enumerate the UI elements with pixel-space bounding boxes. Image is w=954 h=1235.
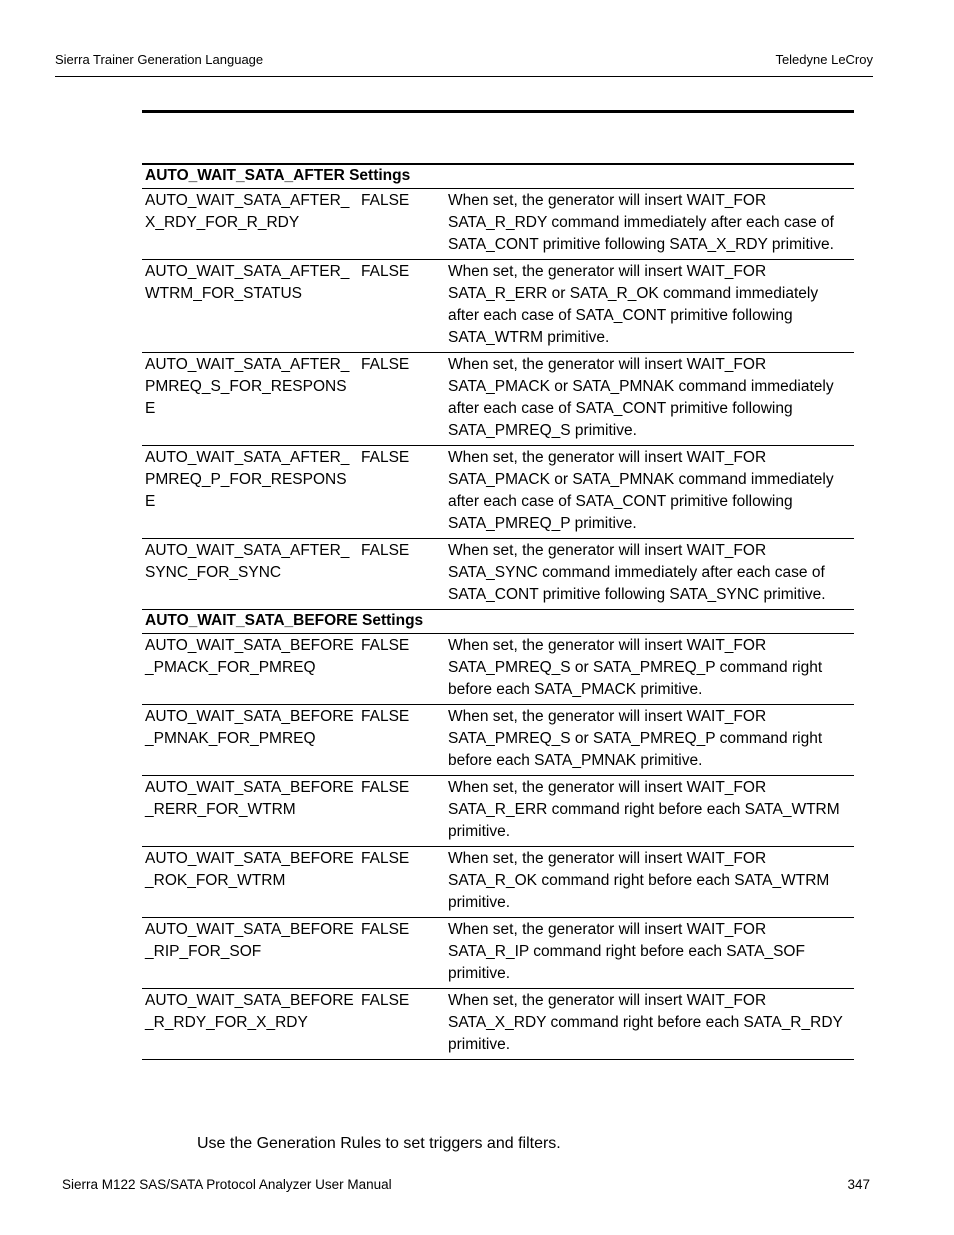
table-row: [142, 446, 854, 539]
setting-description: When set, the generator will insert WAIT_FOR SATA_R_IP command right before each SATA_SOF primitive.: [445, 918, 854, 989]
setting-name: AUTO_WAIT_SATA_AFTER_ WTRM_FOR_STATUS: [142, 260, 358, 353]
setting-name: AUTO_WAIT_SATA_BEFORE _RIP_FOR_SOF: [142, 918, 358, 989]
setting-default-value: FALSE: [358, 189, 445, 260]
table-row: [142, 989, 854, 1060]
setting-default-value: FALSE: [358, 260, 445, 353]
table-row: [142, 353, 854, 446]
settings-table-body: [142, 165, 854, 1060]
setting-name: AUTO_WAIT_SATA_BEFORE _PMNAK_FOR_PMREQ: [142, 705, 358, 776]
setting-description: When set, the generator will insert WAIT_FOR SATA_R_ERR or SATA_R_OK command immediately after each case of SATA_CONT primitive following SATA_WTRM primitive.: [445, 260, 854, 353]
setting-name: AUTO_WAIT_SATA_AFTER_ PMREQ_P_FOR_RESPONSE: [142, 446, 358, 539]
settings-table: [142, 165, 854, 1060]
setting-description: When set, the generator will insert WAIT_FOR SATA_R_RDY command immediately after each case of SATA_CONT primitive following SATA_X_RDY primitive.: [445, 189, 854, 260]
setting-default-value: FALSE: [358, 918, 445, 989]
header-title: Sierra Trainer Generation Language: [55, 52, 264, 67]
setting-description: When set, the generator will insert WAIT_FOR SATA_PMREQ_S or SATA_PMREQ_P command right before each SATA_PMNAK primitive.: [445, 705, 854, 776]
table-row: [142, 634, 854, 705]
page-header: [55, 52, 873, 77]
setting-description: When set, the generator will insert WAIT_FOR SATA_R_OK command right before each SATA_WTRM primitive.: [445, 847, 854, 918]
table-row: [142, 918, 854, 989]
setting-default-value: FALSE: [358, 446, 445, 539]
settings-table-wrapper: [142, 163, 854, 1060]
setting-name: AUTO_WAIT_SATA_BEFORE _R_RDY_FOR_X_RDY: [142, 989, 358, 1060]
section-title: AUTO_WAIT_SATA_BEFORE Settings: [142, 610, 854, 634]
table-row: [142, 189, 854, 260]
table-row: [142, 539, 854, 610]
setting-default-value: FALSE: [358, 539, 445, 610]
section-title: AUTO_WAIT_SATA_AFTER Settings: [142, 165, 854, 189]
setting-description: When set, the generator will insert WAIT_FOR SATA_PMREQ_S or SATA_PMREQ_P command right before each SATA_PMACK primitive.: [445, 634, 854, 705]
setting-description: When set, the generator will insert WAIT_FOR SATA_R_ERR command right before each SATA_WTRM primitive.: [445, 776, 854, 847]
setting-default-value: FALSE: [358, 634, 445, 705]
footer-manual-title: Sierra M122 SAS/SATA Protocol Analyzer User Manual: [62, 1177, 392, 1192]
setting-default-value: FALSE: [358, 776, 445, 847]
setting-default-value: FALSE: [358, 705, 445, 776]
setting-name: AUTO_WAIT_SATA_BEFORE _RERR_FOR_WTRM: [142, 776, 358, 847]
header-company: Teledyne LeCroy: [775, 52, 873, 67]
setting-default-value: FALSE: [358, 847, 445, 918]
top-rule: [142, 110, 854, 113]
section-header-row: [142, 165, 854, 189]
setting-name: AUTO_WAIT_SATA_BEFORE _PMACK_FOR_PMREQ: [142, 634, 358, 705]
setting-description: When set, the generator will insert WAIT_FOR SATA_PMACK or SATA_PMNAK command immediately after each case of SATA_CONT primitive following SATA_PMREQ_S primitive.: [445, 353, 854, 446]
setting-default-value: FALSE: [358, 989, 445, 1060]
setting-name: AUTO_WAIT_SATA_AFTER_ SYNC_FOR_SYNC: [142, 539, 358, 610]
setting-default-value: FALSE: [358, 353, 445, 446]
setting-description: When set, the generator will insert WAIT_FOR SATA_PMACK or SATA_PMNAK command immediately after each case of SATA_CONT primitive following SATA_PMREQ_P primitive.: [445, 446, 854, 539]
setting-description: When set, the generator will insert WAIT_FOR SATA_X_RDY command right before each SATA_R_RDY primitive.: [445, 989, 854, 1060]
table-row: [142, 260, 854, 353]
body-paragraph: Use the Generation Rules to set triggers and filters.: [197, 1135, 561, 1152]
section-header-row: [142, 610, 854, 634]
page-number: 347: [847, 1177, 870, 1192]
table-row: [142, 847, 854, 918]
setting-name: AUTO_WAIT_SATA_AFTER_ X_RDY_FOR_R_RDY: [142, 189, 358, 260]
table-row: [142, 776, 854, 847]
setting-name: AUTO_WAIT_SATA_AFTER_ PMREQ_S_FOR_RESPONSE: [142, 353, 358, 446]
setting-description: When set, the generator will insert WAIT_FOR SATA_SYNC command immediately after each case of SATA_CONT primitive following SATA_SYNC primitive.: [445, 539, 854, 610]
table-row: [142, 705, 854, 776]
setting-name: AUTO_WAIT_SATA_BEFORE _ROK_FOR_WTRM: [142, 847, 358, 918]
